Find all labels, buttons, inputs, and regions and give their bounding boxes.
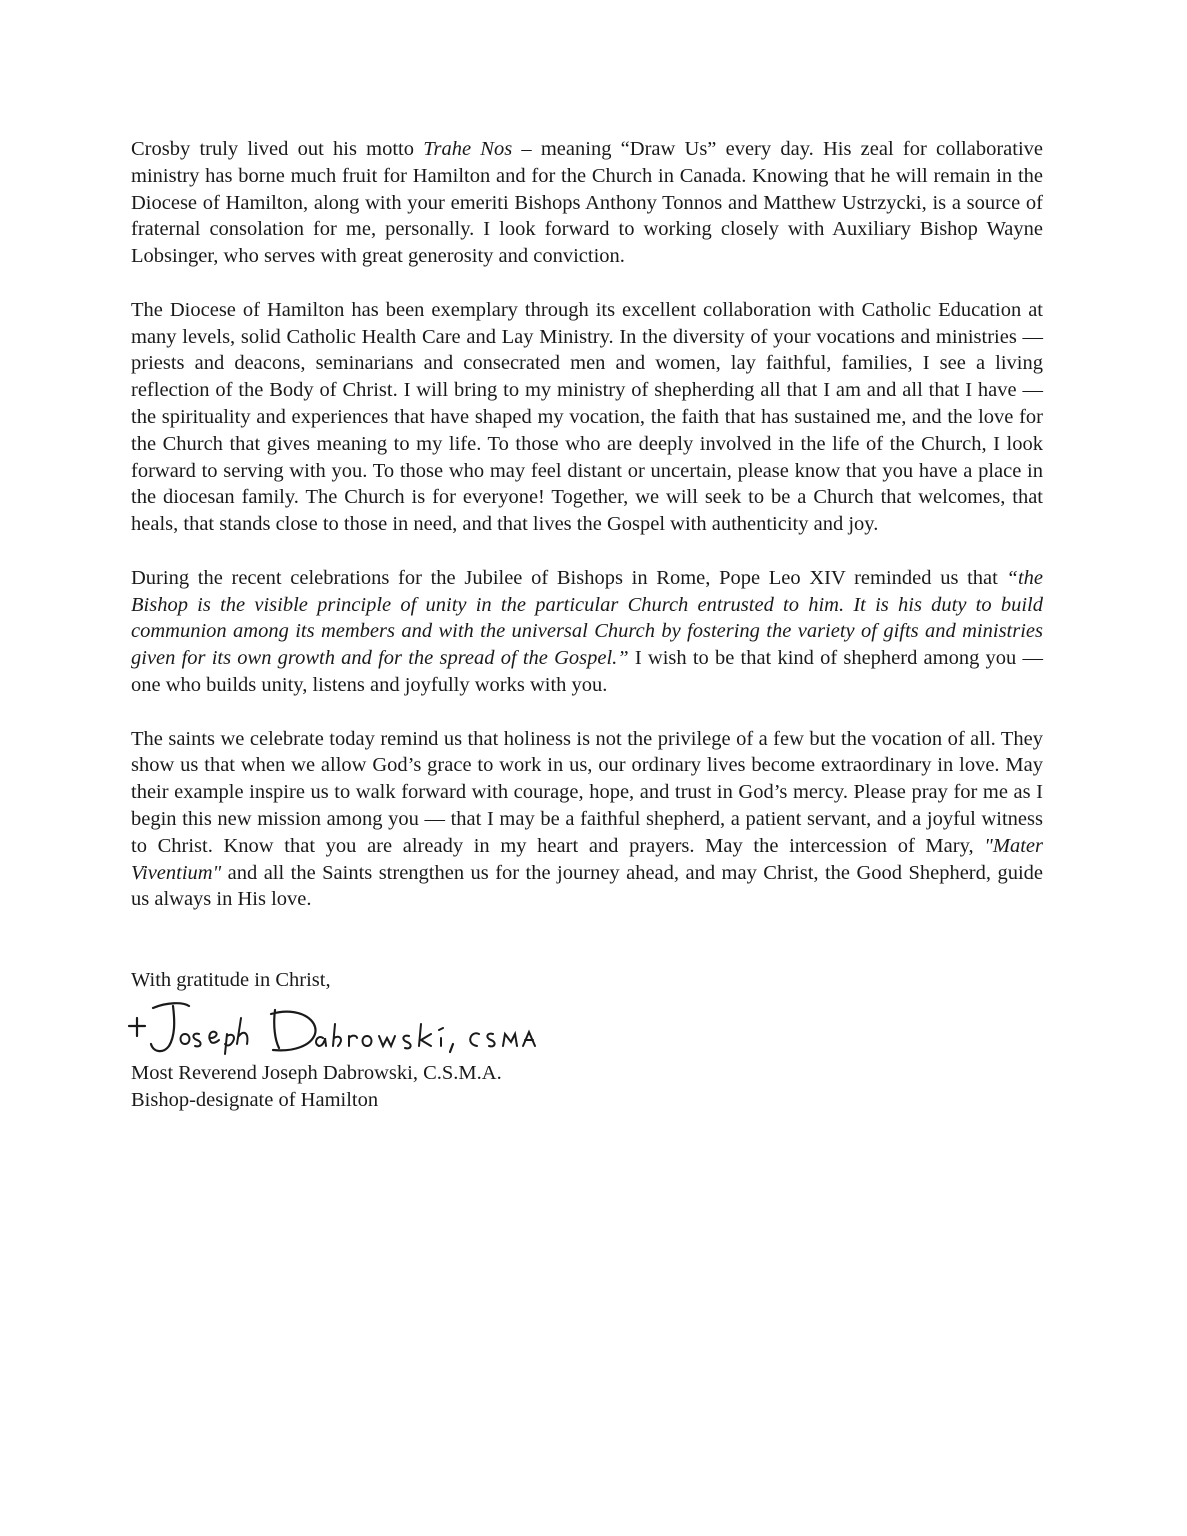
paragraph-text: and all the Saints strengthen us for the journey ahead, and may Christ, the Good Shepherd, guide us always in His love. — [131, 861, 1043, 911]
closing-salutation: With gratitude in Christ, — [131, 968, 331, 991]
paragraph-text: During the recent celebrations for the Jubilee of Bishops in Rome, Pope Leo XIV reminded us that — [131, 566, 1007, 589]
paragraph-text: – meaning “Draw Us” every day. His zeal for collaborative ministry has borne much fruit for Hamilton and for the Church in Canada. Knowing that he will remain in the Diocese of Hamilton, along with your emeriti Bishops Anthony Tonnos and Matthew Ustrzycki, is a source of fraternal consolation for me, personally. I look forward to working closely with Auxiliary Bishop Wayne Lobsinger, who serves with great generosity and conviction. — [131, 138, 1043, 268]
motto-text: Trahe Nos — [423, 138, 513, 160]
signer-name: Most Reverend Joseph Dabrowski, C.S.M.A. — [131, 1061, 502, 1084]
paragraph-diocese: The Diocese of Hamilton has been exemplary through its excellent collaboration with Catholic Education at many levels, solid Catholic Health Care and Lay Ministry. In the diversity of your vocations and ministries — priests and deacons, seminarians and consecrated men and women, lay faithful, families, I see a living reflection of the Body of Christ. I will bring to my ministry of shepherding all that I am and all that I have — the spirituality and experiences that have shaped my vocation, the faith that has sustained me, and the love for the Church that gives meaning to my life. To those who are deeply involved in the life of the Church, I look forward to serving with you. To those who may feel distant or uncertain, please know that you have a place in the diocesan family. The Church is for everyone! Together, we will seek to be a Church that welcomes, that heals, that stands close to those in need, and that lives the Gospel with authenticity and joy. — [131, 298, 1043, 536]
paragraph-text: The saints we celebrate today remind us that holiness is not the privilege of a few but the vocation of all. They show us that when we allow God’s grace to work in us, our ordinary lives become extraordinary in love. May their example inspire us to walk forward with courage, hope, and trust in God’s mercy. Please pray for me as I begin this new mission among you — that I may be a faithful shepherd, a patient servant, and a joyful witness to Christ. Know that you are already in my heart and prayers. May the intercession of Mary, — [131, 727, 1043, 857]
signer-title: Bishop-designate of Hamilton — [131, 1088, 379, 1111]
paragraph-crosby-motto — [131, 136, 1043, 270]
paragraph-saints — [131, 726, 1043, 914]
paragraph-jubilee — [131, 565, 1043, 699]
mater-viventium-text: "Mater Viventium" — [131, 834, 1043, 884]
paragraph-text: I wish to be that kind of shepherd among you — one who builds unity, listens and joyfully works with you. — [131, 647, 1043, 696]
signature-drawing — [123, 996, 563, 1060]
paragraph-text: Crosby truly lived out his motto — [131, 138, 424, 160]
pope-quote: “the Bishop is the visible principle of unity in the particular Church entrusted to him. It is his duty to build communion among its members and with the universal Church by fostering the variety of gifts and ministries given for its own growth and for the spread of the Gospel.” — [131, 566, 1043, 670]
letter-body — [131, 136, 1043, 1113]
handwritten-signature — [131, 996, 1043, 1060]
